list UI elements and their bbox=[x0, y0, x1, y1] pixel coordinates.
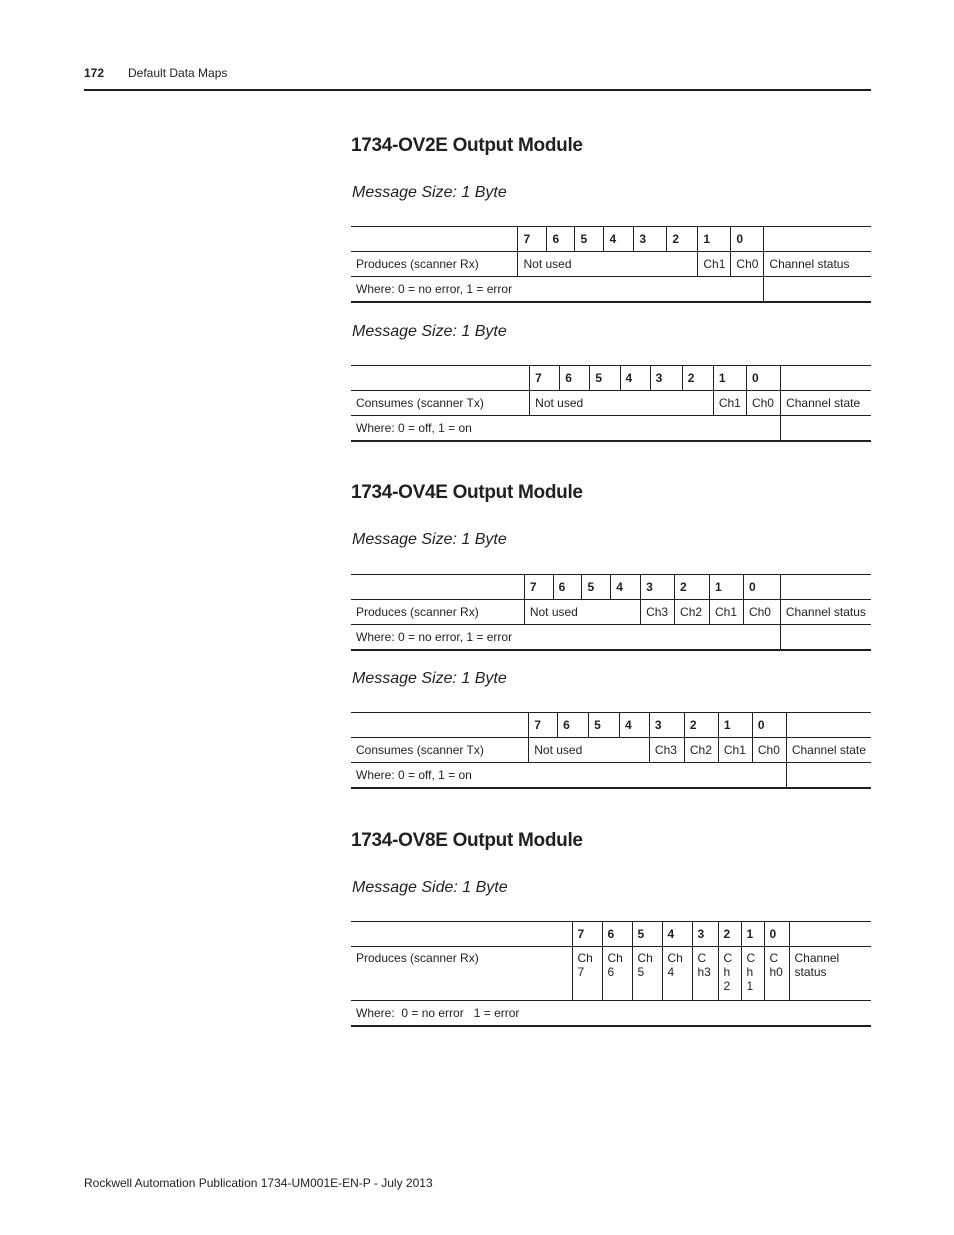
where-note: Where: 0 = off, 1 = on bbox=[356, 767, 472, 782]
channel-state-cell: Channel state bbox=[781, 391, 871, 416]
ch3-cell: C h3 bbox=[692, 947, 718, 1001]
ov8e-produces-table bbox=[351, 921, 871, 1027]
ov4e-produces-table bbox=[351, 574, 871, 651]
bit-7: 7 bbox=[518, 227, 547, 252]
ov2e-heading: 1734-OV2E Output Module bbox=[351, 135, 583, 156]
bit-6: 6 bbox=[560, 366, 590, 391]
ov4e-t2-message-size: Message Size: 1 Byte bbox=[352, 670, 507, 687]
bit-4: 4 bbox=[662, 922, 692, 947]
ch2-cell: Ch2 bbox=[684, 738, 718, 763]
ch1-cell: Ch1 bbox=[709, 600, 743, 625]
not-used-cell: Not used bbox=[524, 600, 640, 625]
page-footer: Rockwell Automation Publication 1734-UM001E-EN-P - July 2013 bbox=[84, 1176, 433, 1190]
bit-3: 3 bbox=[650, 366, 682, 391]
bit-1: 1 bbox=[698, 227, 731, 252]
bit-3: 3 bbox=[649, 713, 684, 738]
ov8e-t1-message-size: Message Side: 1 Byte bbox=[352, 879, 508, 896]
bit-2: 2 bbox=[682, 366, 713, 391]
bit-4: 4 bbox=[619, 713, 649, 738]
bit-1: 1 bbox=[718, 713, 752, 738]
bit-5: 5 bbox=[632, 922, 662, 947]
ch3-cell: Ch3 bbox=[641, 600, 675, 625]
header-rule bbox=[84, 89, 871, 91]
ov2e-consumes-table bbox=[351, 365, 871, 442]
bit-0: 0 bbox=[752, 713, 786, 738]
ch0-cell: Ch0 bbox=[743, 600, 780, 625]
channel-status-cell: Channel status bbox=[789, 947, 871, 1001]
where-note: Where: 0 = no error, 1 = error bbox=[356, 629, 513, 644]
not-used-cell: Not used bbox=[529, 738, 650, 763]
row-label: Produces (scanner Rx) bbox=[356, 605, 479, 619]
bit-5: 5 bbox=[575, 227, 604, 252]
row-label: Consumes (scanner Tx) bbox=[356, 396, 484, 410]
channel-status-cell: Channel status bbox=[764, 252, 871, 277]
bit-2: 2 bbox=[675, 575, 710, 600]
ch0-cell: Ch0 bbox=[731, 252, 764, 277]
bit-2: 2 bbox=[667, 227, 698, 252]
ov2e-produces-table bbox=[351, 226, 871, 303]
ch0-cell: Ch0 bbox=[746, 391, 780, 416]
bit-7: 7 bbox=[572, 922, 602, 947]
bit-7: 7 bbox=[524, 575, 553, 600]
page-number: 172 bbox=[84, 66, 105, 80]
bit-1: 1 bbox=[713, 366, 746, 391]
channel-status-cell: Channel status bbox=[780, 600, 871, 625]
ch5-cell: Ch 5 bbox=[632, 947, 662, 1001]
bit-1: 1 bbox=[741, 922, 764, 947]
row-label: Produces (scanner Rx) bbox=[356, 951, 479, 965]
page-header bbox=[84, 66, 227, 80]
ch6-cell: Ch 6 bbox=[602, 947, 632, 1001]
bit-3: 3 bbox=[692, 922, 718, 947]
ch2-cell: Ch2 bbox=[675, 600, 710, 625]
bit-2: 2 bbox=[718, 922, 741, 947]
ch7-cell: Ch 7 bbox=[572, 947, 602, 1001]
bit-5: 5 bbox=[582, 575, 611, 600]
bit-1: 1 bbox=[709, 575, 743, 600]
bit-7: 7 bbox=[529, 713, 558, 738]
bit-3: 3 bbox=[634, 227, 667, 252]
bit-0: 0 bbox=[746, 366, 780, 391]
ov8e-heading: 1734-OV8E Output Module bbox=[351, 830, 583, 851]
where-note: Where: 0 = off, 1 = on bbox=[356, 420, 472, 435]
ov4e-t1-message-size: Message Size: 1 Byte bbox=[352, 531, 507, 548]
bit-4: 4 bbox=[604, 227, 634, 252]
bit-6: 6 bbox=[558, 713, 589, 738]
section-title: Default Data Maps bbox=[128, 66, 228, 80]
bit-0: 0 bbox=[731, 227, 764, 252]
ch1-cell: Ch1 bbox=[713, 391, 746, 416]
where-note: Where: 0 = no error 1 = error bbox=[356, 1005, 520, 1020]
bit-6: 6 bbox=[602, 922, 632, 947]
ch0-cell: Ch0 bbox=[752, 738, 786, 763]
bit-4: 4 bbox=[620, 366, 650, 391]
bit-0: 0 bbox=[764, 922, 789, 947]
ch1-cell: C h 1 bbox=[741, 947, 764, 1001]
ch1-cell: Ch1 bbox=[698, 252, 731, 277]
where-note: Where: 0 = no error, 1 = error bbox=[356, 281, 513, 296]
bit-6: 6 bbox=[547, 227, 575, 252]
ch0-cell: C h0 bbox=[764, 947, 789, 1001]
bit-0: 0 bbox=[743, 575, 780, 600]
not-used-cell: Not used bbox=[530, 391, 714, 416]
bit-2: 2 bbox=[684, 713, 718, 738]
row-label: Consumes (scanner Tx) bbox=[356, 743, 484, 757]
ov4e-consumes-table bbox=[351, 712, 871, 789]
ch3-cell: Ch3 bbox=[649, 738, 684, 763]
ch4-cell: Ch 4 bbox=[662, 947, 692, 1001]
bit-7: 7 bbox=[530, 366, 560, 391]
bit-4: 4 bbox=[611, 575, 641, 600]
row-label: Produces (scanner Rx) bbox=[356, 257, 479, 271]
bit-6: 6 bbox=[553, 575, 582, 600]
bit-5: 5 bbox=[590, 366, 620, 391]
ch1-cell: Ch1 bbox=[718, 738, 752, 763]
ch2-cell: C h 2 bbox=[718, 947, 741, 1001]
not-used-cell: Not used bbox=[518, 252, 698, 277]
channel-state-cell: Channel state bbox=[786, 738, 871, 763]
ov2e-t2-message-size: Message Size: 1 Byte bbox=[352, 323, 507, 340]
bit-5: 5 bbox=[589, 713, 620, 738]
bit-3: 3 bbox=[641, 575, 675, 600]
ov4e-heading: 1734-OV4E Output Module bbox=[351, 482, 583, 503]
ov2e-t1-message-size: Message Size: 1 Byte bbox=[352, 184, 507, 201]
